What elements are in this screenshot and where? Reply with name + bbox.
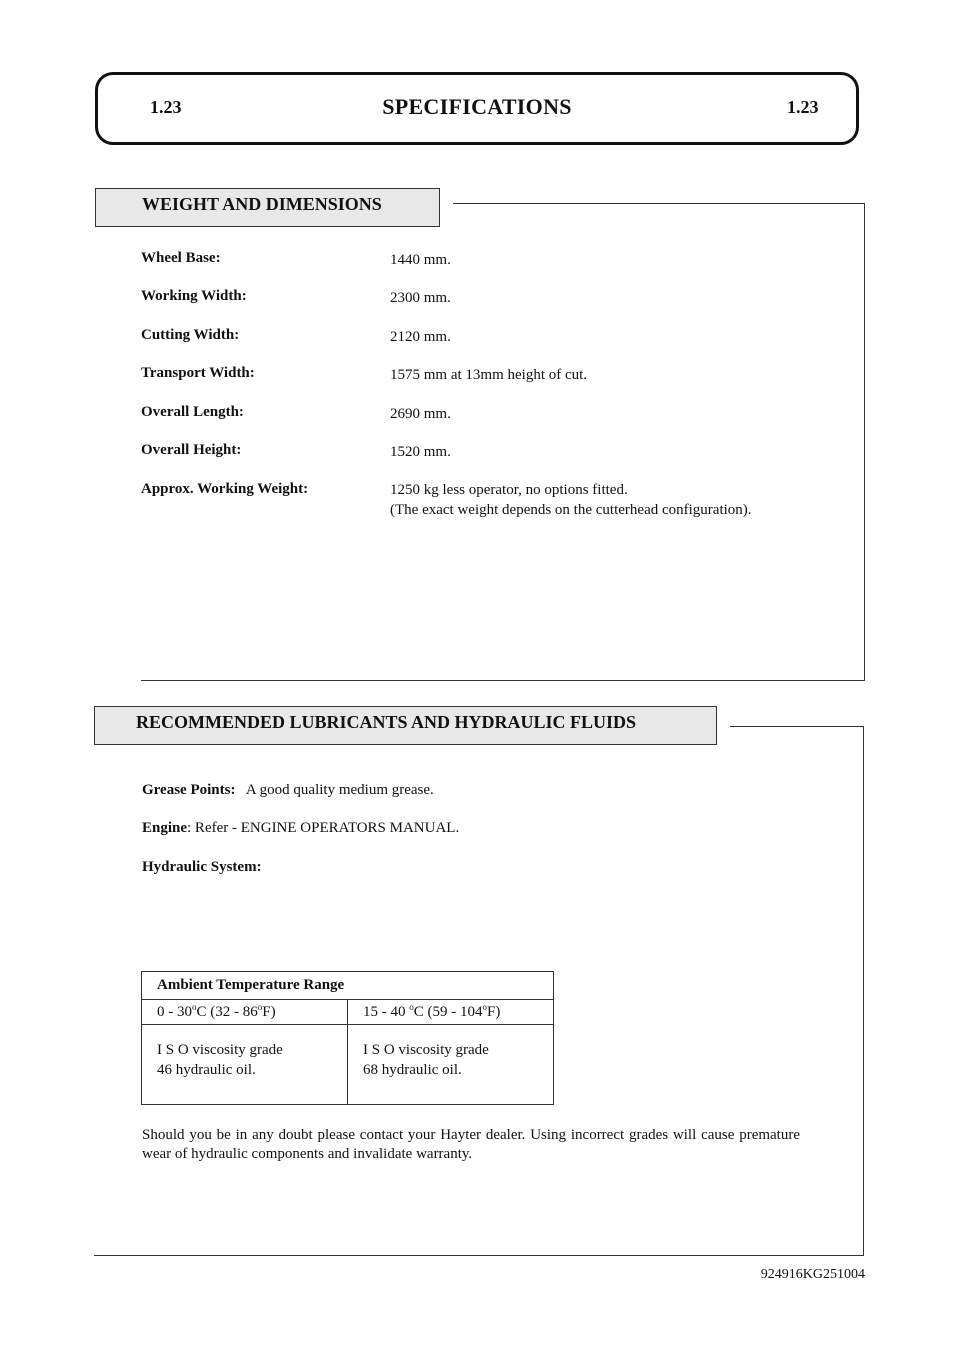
spec-label: Wheel Base: [141, 250, 221, 266]
spec-label: Approx. Working Weight: [141, 481, 309, 497]
section-heading-lubricants: RECOMMENDED LUBRICANTS AND HYDRAULIC FLUIDS [94, 706, 717, 745]
section-frame-bottom [141, 680, 865, 681]
spec-value: 2120 mm. [390, 329, 451, 345]
page-title: SPECIFICATIONS [382, 94, 572, 119]
table-cell-temp-range-2: 15 - 40 $^o$C (59 - 104$^o$F) [363, 1002, 501, 1020]
spec-value: 2690 mm. [390, 406, 451, 422]
spec-label: Overall Height: [141, 442, 242, 458]
grease-points-value: A good quality medium grease. [245, 782, 434, 798]
grade-line: 68 hydraulic oil. [363, 1062, 462, 1078]
viscosity-table [141, 971, 554, 1105]
table-cell-grade-68 [363, 1040, 489, 1080]
section-frame-right [863, 726, 864, 1256]
grease-points-line [142, 780, 434, 800]
spec-value: 1575 mm at 13mm height of cut. [390, 367, 588, 383]
engine-value: : Refer - ENGINE OPERATORS MANUAL. [187, 820, 460, 836]
section-number-right: 1.23 [787, 97, 819, 117]
spec-value: 1250 kg less operator, no options fitted. [390, 482, 628, 498]
grease-points-label: Grease Points: [142, 782, 236, 798]
hydraulic-system-label-text: Hydraulic System: [142, 859, 262, 875]
section-frame-right [864, 203, 865, 681]
spec-value: 2300 mm. [390, 290, 451, 306]
engine-line [142, 818, 459, 838]
hydraulic-system-label [142, 857, 262, 877]
spec-value: 1520 mm. [390, 444, 451, 460]
grade-line: 46 hydraulic oil. [157, 1062, 256, 1078]
spec-value-note: (The exact weight depends on the cutterhead configuration). [390, 502, 752, 518]
section-frame-bottom [94, 1255, 864, 1256]
spec-label: Cutting Width: [141, 327, 240, 343]
spec-label: Working Width: [141, 288, 247, 304]
section-frame-top [453, 203, 865, 204]
spec-value: 1440 mm. [390, 252, 451, 268]
section-heading-weights: WEIGHT AND DIMENSIONS [95, 188, 440, 227]
grade-line: I S O viscosity grade [363, 1042, 489, 1058]
grade-line: I S O viscosity grade [157, 1042, 283, 1058]
table-cell-grade-46 [157, 1040, 283, 1080]
section-frame-top [730, 726, 864, 727]
table-cell-temp-range-1: 0 - 30$^o$C (32 - 86$^o$F) [157, 1002, 276, 1020]
spec-label: Overall Length: [141, 404, 244, 420]
document-code: 924916KG251004 [760, 1267, 865, 1282]
table-column-divider [347, 999, 348, 1104]
table-header: Ambient Temperature Range [157, 977, 345, 993]
engine-label: Engine [142, 820, 188, 836]
spec-label: Transport Width: [141, 365, 255, 381]
section-number-left: 1.23 [150, 97, 182, 117]
warranty-note: Should you be in any doubt please contact your Hayter dealer. Using incorrect grades will cause premature wear of hydraulic components and invalidate warranty. [142, 1127, 800, 1162]
